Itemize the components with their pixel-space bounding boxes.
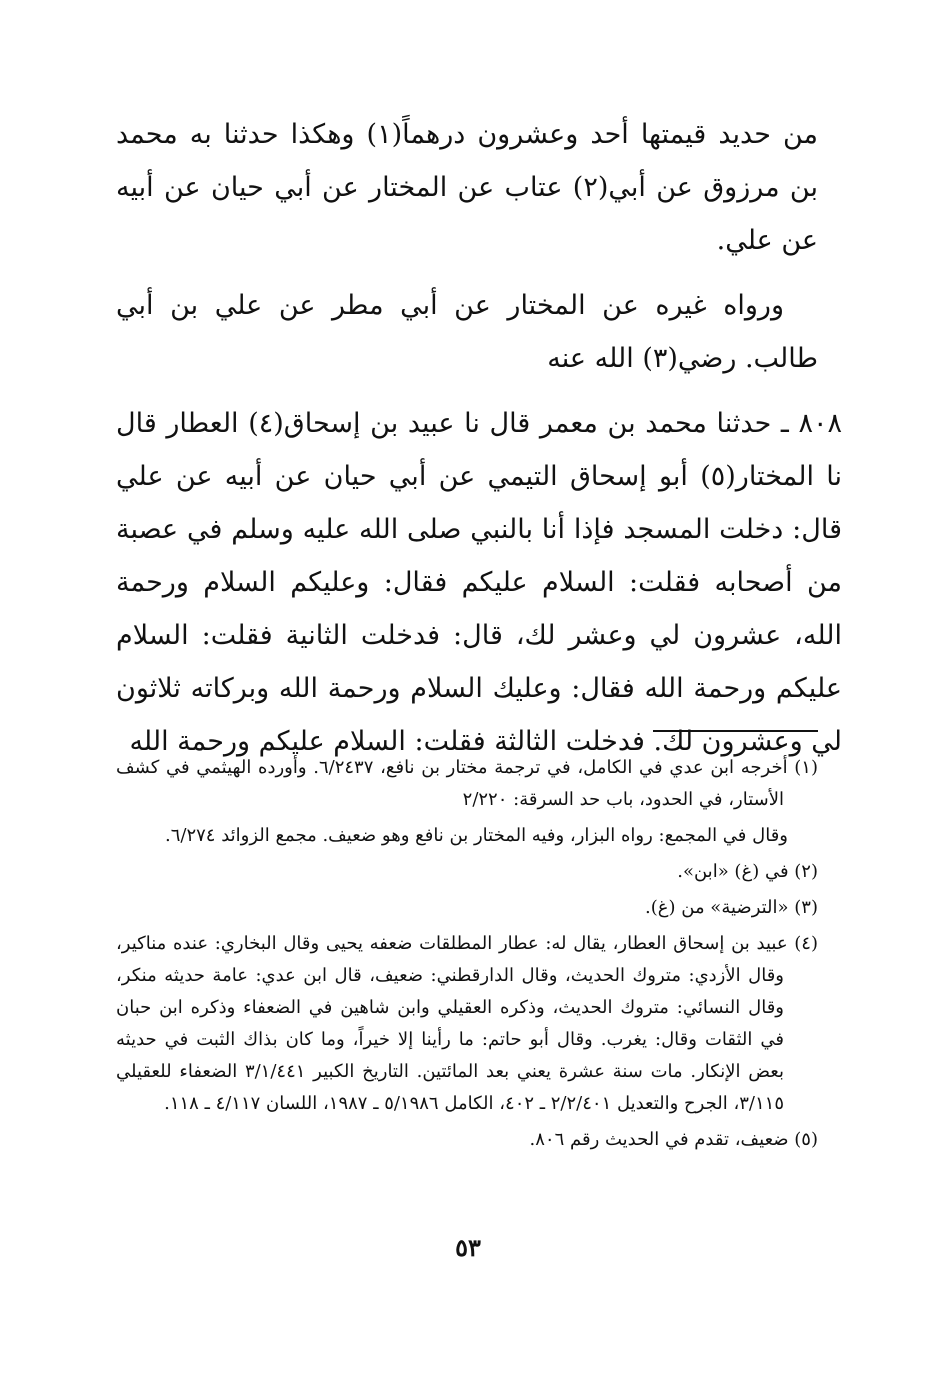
footnote-3: (٣) «الترضية» من (غ). [645, 897, 818, 918]
paragraph-continuation: من حديد قيمتها أحد وعشرون درهماً(١) وهكذا حدثنا به محمد بن مرزوق عن أبي(٢) عتاب عن المختار عن أبي حيان عن أبيه عن علي. [116, 119, 819, 256]
page-number: ٥٣ [455, 1233, 481, 1262]
footnote-divider [653, 730, 818, 732]
footnote-2: (٢) في (غ) «ابن». [677, 861, 818, 882]
main-text [116, 108, 843, 780]
footnote-4: (٤) عبيد بن إسحاق العطار، يقال له: عطار المطلقات ضعفه يحيى وقال البخاري: عنده مناكير، وقال الأزدي: متروك الحديث، وقال الدارقطني: ضعيف، قال ابن عدي: عامة حديثه منكر، وقال النسائي: متروك الحديث، وذكره العقيلي وابن شاهين في الضعفاء وذكره ابن حبان في الثقات وقال: يغرب. وقال أبو حاتم: ما رأينا إلا خيراً، وما كان بذاك الثبت في حديثه بعض الإنكار. مات سنة عشرة يعني بعد المائتين. التاريخ الكبير ٣/١/٤٤١ الضعفاء للعقيلي ٣/١١٥، الجرح والتعديل ٢/٢/٤٠١ ـ ٤٠٢، الكامل ٥/١٩٨٦ ـ ١٩٨٧، اللسان ٤/١١٧ ـ ١١٨. [116, 933, 818, 1114]
footnote-1-continuation: وقال في المجمع: رواه البزار، وفيه المختار بن نافع وهو ضعيف. مجمع الزوائد ٦/٢٧٤. [164, 825, 788, 846]
paragraph-alternate-narration: ورواه غيره عن المختار عن أبي مطر عن علي بن أبي طالب. رضي(٣) الله عنه [116, 290, 818, 374]
hadith-808: ٨٠٨ ـ حدثنا محمد بن معمر قال نا عبيد بن إسحاق(٤) العطار قال نا المختار(٥) أبو إسحاق التيمي عن أبي حيان عن أبيه عن علي قال: دخلت المسجد فإذا أنا بالنبي صلى الله عليه وسلم في عصبة من أصحابه فقلت: السلام عليكم فقال: وعليكم السلام ورحمة الله، عشرون لي وعشر لك، قال: فدخلت الثانية فقلت: السلام عليكم ورحمة الله فقال: وعليك السلام ورحمة الله وبركاته ثلاثون لي وعشرون لك. فدخلت الثالثة فقلت: السلام عليكم ورحمة الله [116, 408, 843, 757]
footnotes [116, 752, 818, 1160]
footnote-1: (١) أخرجه ابن عدي في الكامل، في ترجمة مختار بن نافع، ٦/٢٤٣٧. وأورده الهيثمي في كشف الأستار، في الحدود، باب حد السرقة: ٢/٢٢٠ [116, 757, 818, 810]
footnote-5: (٥) ضعيف، تقدم في الحديث رقم ٨٠٦. [529, 1129, 818, 1150]
